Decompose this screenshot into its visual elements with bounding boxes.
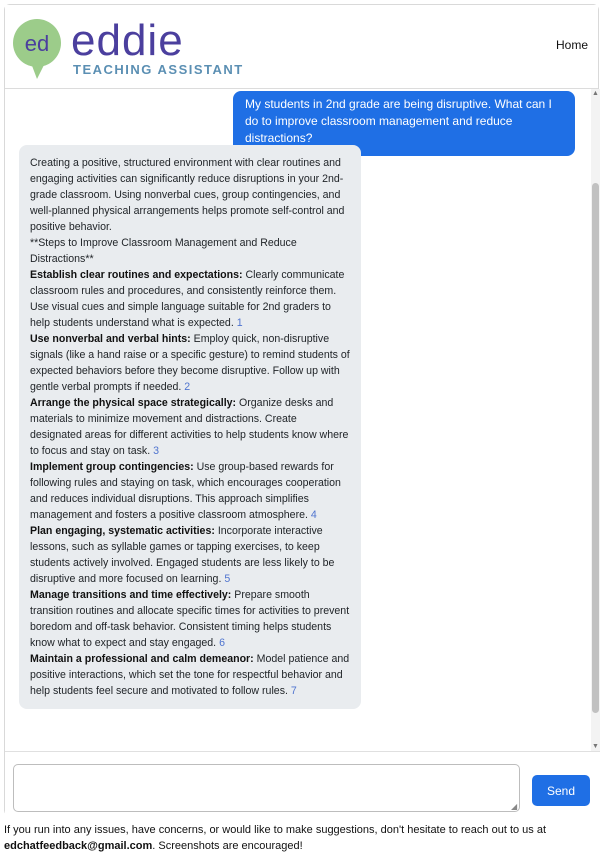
eddie-logo[interactable] [13,13,244,83]
citation-link[interactable]: 4 [310,509,317,521]
citation-link[interactable]: 7 [290,685,297,697]
step-item [30,459,350,523]
step-text: Clearly communicate classroom rules and procedures, and consistently reinforce them. Use visual cues and simple language suitable for 2nd graders to help students understand what is expected. [30,269,345,329]
step-text: Use group-based rewards for following rules and staying on task, which encourages cooperation and reduces individual disruptions. This approach simplifies management and fosters a positive classroom atmosphere. [30,461,341,521]
step-title: Maintain a professional and calm demeanor: [30,653,254,665]
header [5,5,598,89]
logo-name-text: eddie [71,16,184,65]
step-item [30,587,350,651]
step-title: Plan engaging, systematic activities: [30,525,215,537]
citation-link[interactable]: 6 [219,637,225,649]
scrollbar-thumb[interactable] [592,183,599,713]
scroll-up-icon[interactable]: ▲ [592,90,599,97]
logo-tagline-text: TEACHING ASSISTANT [73,62,244,77]
citation-link[interactable]: 1 [236,317,243,329]
footer-text-end: . Screenshots are encouraged! [152,840,303,852]
resize-grip-icon[interactable]: ◢ [511,802,518,811]
step-item [30,331,350,395]
assistant-heading: **Steps to Improve Classroom Management and Reduce Distractions** [30,237,297,265]
scroll-down-icon[interactable]: ▼ [592,743,599,750]
send-button[interactable]: Send [532,775,590,806]
step-title: Use nonverbal and verbal hints: [30,333,191,345]
citation-link[interactable]: 2 [184,381,191,393]
composer [5,751,600,817]
chat-scrollbar[interactable] [591,89,600,751]
step-item [30,651,350,699]
step-title: Manage transitions and time effectively: [30,589,232,601]
user-message: My students in 2nd grade are being disruptive. What can I do to improve classroom management and reduce distractions? [233,91,575,156]
step-text: Incorporate interactive lessons, such as syllable games or tapping exercises, to keep students actively involved. Engaged students are less likely to be disruptive and more focused on learning. [30,525,335,585]
step-text: Employ quick, non-disruptive signals (like a hand raise or a specific gesture) to remind students of expected behaviors before they become disruptive. Follow up with gentle verbal prompts if needed. [30,333,350,393]
logo-badge-text: ed [24,31,50,56]
app-window [4,4,599,816]
assistant-message [19,145,361,709]
step-item [30,395,350,459]
step-title: Arrange the physical space strategically: [30,397,237,409]
message-input[interactable] [13,764,520,812]
step-text: Prepare smooth transition routines and allocate specific times for activities to prevent boredom and off-task behavior. Consistent timing helps students know what to expect and stay engaged. [30,589,350,649]
citation-link[interactable]: 3 [153,445,159,457]
step-title: Implement group contingencies: [30,461,194,473]
step-title: Establish clear routines and expectations: [30,269,243,281]
step-item [30,523,350,587]
footer-note [4,822,599,854]
chat-area[interactable] [5,89,600,751]
step-item [30,267,350,331]
footer-text: If you run into any issues, have concerns, or would like to make suggestions, don't hesitate to reach out to us at [4,824,547,836]
step-text: Organize desks and materials to minimize movement and distractions. Create designated areas for different activities to help students know where to focus and stay on task. [30,397,349,457]
logo-graphic [13,13,244,83]
step-text: Model patience and positive interactions, which set the tone for respectful behavior and help students feel secure and motivated to follow rules. [30,653,350,697]
assistant-intro: Creating a positive, structured environment with clear routines and engaging activities can significantly reduce disruptions in your 2nd-grade classroom. Using nonverbal cues, group contingencies, and well-planned physical arrangements helps promote self-control and positive behavior. [30,157,345,233]
feedback-email[interactable]: edchatfeedback@gmail.com [4,840,153,852]
home-link[interactable]: Home [555,38,588,52]
citation-link[interactable]: 5 [224,573,231,585]
